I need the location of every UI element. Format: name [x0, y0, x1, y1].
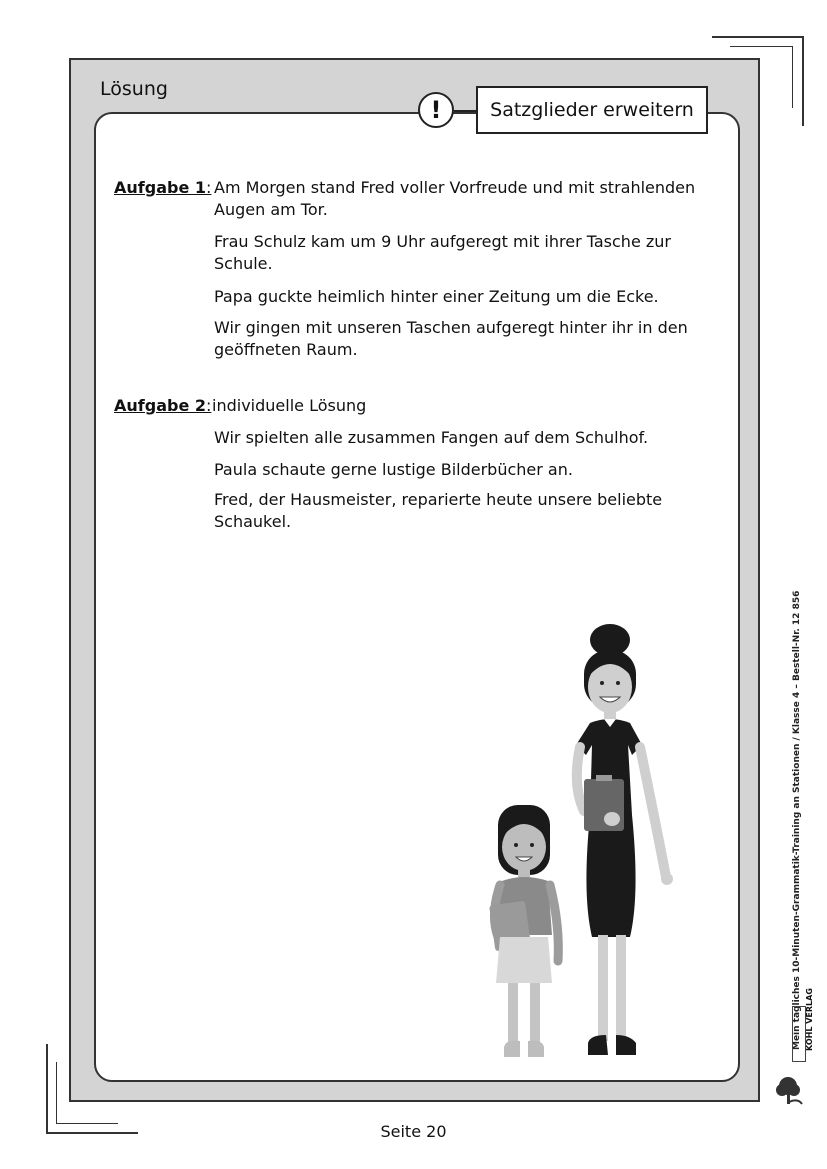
teacher-and-student-illustration [480, 615, 680, 1067]
topic-title: Satzglieder erweitern [476, 86, 708, 134]
task-2-label [114, 396, 211, 415]
task-2-line-2: Wir spielten alle zusammen Fangen auf dem Schulhof. [214, 428, 649, 447]
panel-title: Lösung [100, 78, 168, 100]
teacher-figure [576, 624, 673, 1055]
page-number: Seite 20 [380, 1122, 447, 1141]
task-1-line-6: Wir gingen mit unseren Taschen aufgeregt hinter ihr in den [214, 318, 688, 337]
publisher-name: KOHL VERLAG [805, 988, 814, 1051]
exclamation-icon: ! [418, 92, 454, 128]
corner-line-top-right-h2 [730, 46, 792, 47]
task-2-line-1: individuelle Lösung [212, 396, 367, 415]
task-2-colon: : [206, 396, 212, 415]
topic-header [410, 86, 710, 136]
task-2-line-4: Fred, der Hausmeister, reparierte heute unsere beliebte Schaukel. [214, 490, 663, 531]
corner-line-bottom-left-v [46, 1044, 48, 1134]
corner-line-top-right-h [712, 36, 804, 38]
series-sidebar-text: Mein tägliches 10-Minuten-Grammatik-Training an Stationen / Klasse 4 – Bestell-Nr. 12 856 [792, 590, 802, 1050]
task-1-line-1: Am Morgen stand Fred voller Vorfreude und mit strahlenden [214, 178, 696, 197]
task-1-colon: : [206, 178, 212, 197]
student-figure [489, 805, 558, 1057]
task-1-line-4: Schule. [214, 254, 273, 273]
task-1-label [114, 178, 211, 197]
task-2-line-3: Paula schaute gerne lustige Bilderbücher an. [214, 460, 573, 479]
task-1-line-3: Frau Schulz kam um 9 Uhr aufgeregt mit ihrer Tasche zur [214, 232, 671, 251]
task-1-line-7: geöffneten Raum. [214, 340, 358, 359]
task-2-label-text: Aufgabe 2 [114, 396, 206, 415]
header-connector [454, 110, 476, 112]
corner-line-top-right-v2 [792, 46, 793, 108]
publisher-tree-icon [772, 1072, 808, 1108]
publisher-badge [792, 988, 814, 1062]
task-1-label-text: Aufgabe 1 [114, 178, 206, 197]
corner-line-top-right-v [802, 36, 804, 126]
task-1-line-2: Augen am Tor. [214, 200, 328, 219]
task-1-line-5: Papa guckte heimlich hinter einer Zeitung um die Ecke. [214, 287, 659, 306]
corner-line-bottom-left-v2 [56, 1062, 57, 1124]
